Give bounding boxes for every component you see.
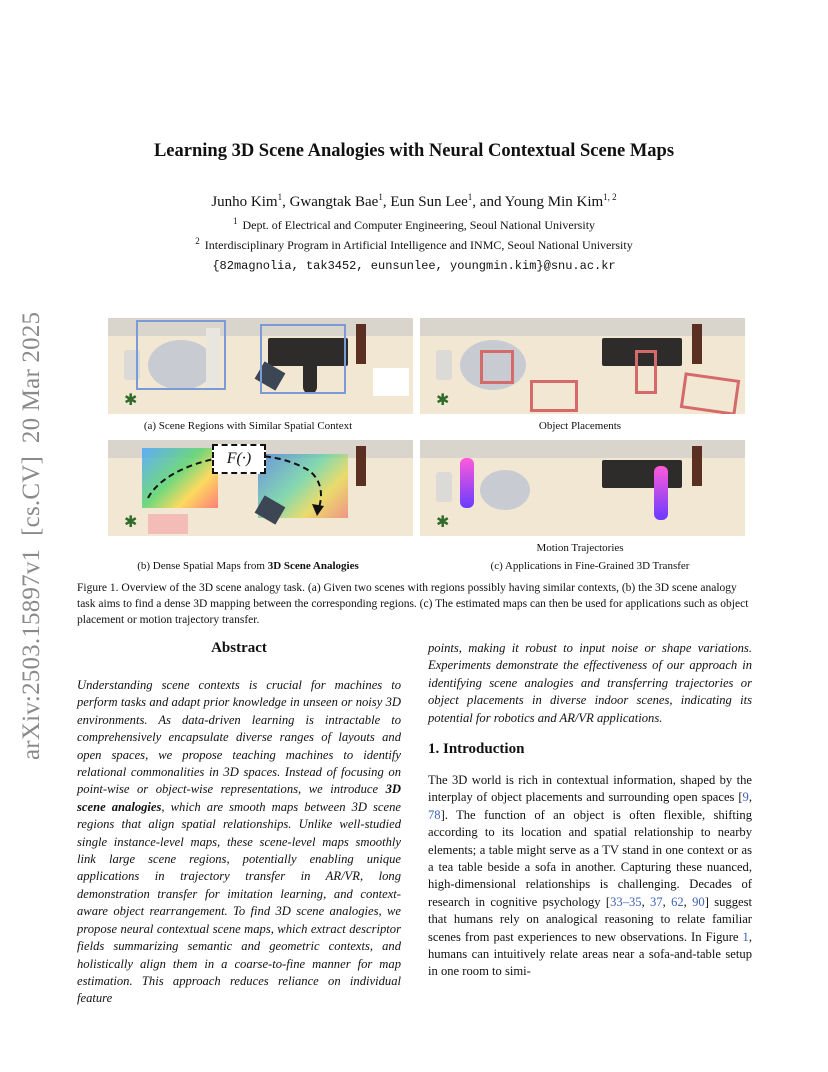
placement-box-red xyxy=(635,350,657,394)
citation-link[interactable]: 33–35 xyxy=(610,894,642,909)
region-box-blue xyxy=(136,320,226,390)
figure-link[interactable]: 1 xyxy=(742,929,749,944)
figure-subcaption: (a) Scene Regions with Similar Spatial Context xyxy=(143,420,353,432)
author-list: Junho Kim$^1$, Gwangtak Bae$^1$, Eun Sun Lee$^1$, and Young Min Kim$^{1, 2}$ xyxy=(211,192,617,210)
plant-icon: ✱ xyxy=(436,514,450,531)
author-emails: {82magnolia, tak3452, eunsunlee, youngmin.kim}@snu.ac.kr xyxy=(212,259,616,273)
figure-subcaption: Motion Trajectories xyxy=(536,542,624,554)
author-name: Young Min Kim xyxy=(504,194,604,210)
scene-render-panel-b xyxy=(108,440,413,536)
affiliation-1: $^1$ Dept. of Electrical and Computer Engineering, Seoul National University xyxy=(232,216,596,232)
abstract-text: Understanding scene contexts is crucial for machines to perform tasks and adapt prior knowledge in unseen or noisy 3D environments. As data-driven learning is intractable to comprehensively encapsulate diverse ranges of layouts and open spaces, we propose teaching machines to identify relational commonalities in 3D spaces. Instead of focusing on point-wise or object-wise representations, we introduce 3D scene analogies, which are smooth maps between 3D scene regions that align spatial relationships. Unlike well-studied single instance-level maps, these scene-level maps smoothly link large scene regions, potentially enabling unique applications in trajectory transfer in AR/VR, long demonstration transfer for imitation learning, and context-aware object rearrangement. To find 3D scene analogies, we propose neural contextual scene maps, which extract descriptor fields summarizing semantic and geometric contexts, and holistically align them in a coarse-to-fine manner for map estimation. This approach reduces reliance on individual feature xyxy=(77,678,401,1006)
scene-render-object-placements xyxy=(420,318,745,414)
plant-icon: ✱ xyxy=(124,392,138,409)
placement-box-red xyxy=(480,350,514,384)
paper-title: Learning 3D Scene Analogies with Neural Contextual Scene Maps xyxy=(153,141,675,161)
affiliation-2: $^2$ Interdisciplinary Program in Artificial Intelligence and INMC, Seoul National University xyxy=(195,236,633,252)
scene-render-panel-a xyxy=(108,318,413,414)
figure-caption: Figure 1. Overview of the 3D scene analogy task. (a) Given two scenes with regions possibly having similar contexts, (b) the 3D scene analogy task aims to find a dense 3D mapping between the corresponding regions. (c) The estimated maps can then be used for applications such as object placement or motion trajectory transfer. xyxy=(77,582,749,626)
abstract-heading: Abstract xyxy=(211,640,267,656)
citation-link[interactable]: 37 xyxy=(650,894,663,909)
author-name: Junho Kim xyxy=(211,194,278,210)
intro-paragraph: The 3D world is rich in contextual information, shaped by the interplay of object placements and surrounding open spaces [9, 78]. The function of an object is often flexible, shifting according to its location and spatial relationship to nearby elements; a table might serve as a TV stand in one context or as a tea table beside a sofa in another. Capturing these nuanced, high-dimensional relationships is challenging. Decades of research in cognitive psychology [33–35, 37, 62, 90] suggest that humans rely on analogical reasoning to relate familiar scenes from past experiences to new observations. In Figure 1, humans can intuitively relate areas near a sofa-and-table setup in one room to simi- xyxy=(428,773,752,979)
citation-link[interactable]: 78 xyxy=(428,807,441,822)
scene-render-motion-trajectories xyxy=(420,440,745,536)
author-name: Eun Sun Lee xyxy=(390,194,468,210)
figure-subcaption: (c) Applications in Fine-Grained 3D Transfer xyxy=(490,560,690,572)
citation-link[interactable]: 90 xyxy=(692,894,705,909)
plant-icon: ✱ xyxy=(124,514,138,531)
arxiv-identifier: arXiv:2503.15897v1 [cs.CV] 20 Mar 2025 xyxy=(18,311,45,760)
plant-icon: ✱ xyxy=(436,392,450,409)
placement-box-red xyxy=(530,380,578,412)
abstract-continuation: points, making it robust to input noise or shape variations. Experiments demonstrate the effectiveness of our approach in identifying scene analogies and transferring trajectories or object placements in diverse indoor scenes, indicating its potential for robotics and AR/VR applications. xyxy=(428,641,752,725)
figure-subcaption: Object Placements xyxy=(538,420,622,432)
region-box-blue xyxy=(260,324,346,394)
figure-subcaption: (b) Dense Spatial Maps from 3D Scene Analogies xyxy=(137,560,359,572)
mapping-function-box: F(·) xyxy=(212,444,266,474)
section-heading: 1. Introduction xyxy=(428,741,525,757)
placement-box-red xyxy=(680,372,740,414)
citation-link[interactable]: 62 xyxy=(671,894,684,909)
author-name: Gwangtak Bae xyxy=(289,194,379,210)
citation-link[interactable]: 9 xyxy=(742,790,749,805)
